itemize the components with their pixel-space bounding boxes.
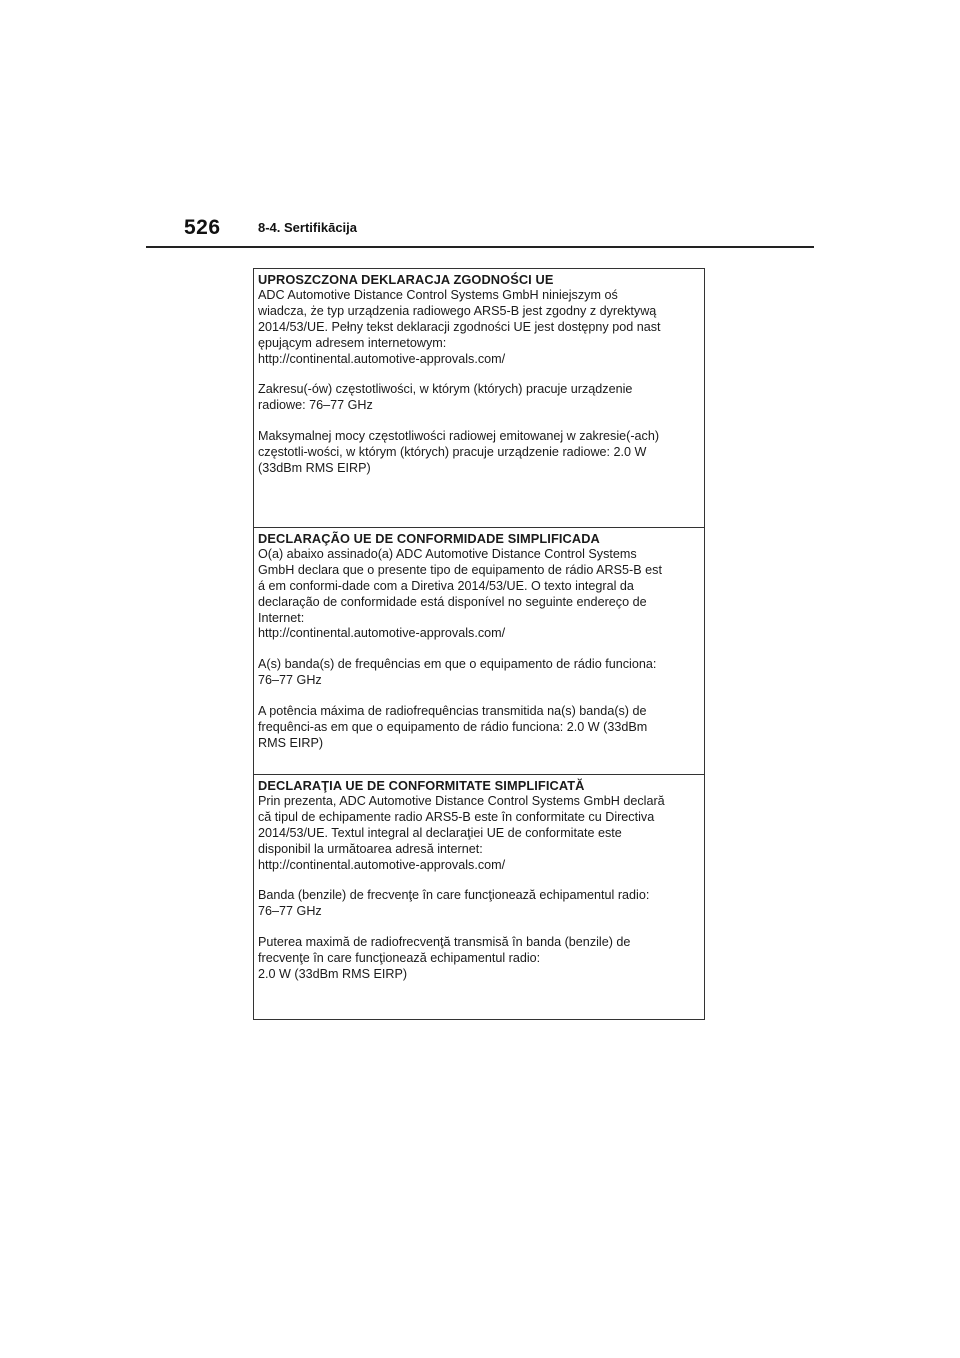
declaration-portuguese: [254, 527, 704, 774]
page-number: 526: [184, 216, 221, 239]
declaration-heading: UPROSZCZONA DEKLARACJA ZGODNOŚCI UE: [258, 272, 554, 287]
section-title: 8-4. Sertifikācija: [258, 220, 357, 235]
max-power-text: A potência máxima de radiofrequências transmitida na(s) banda(s) de frequênci-as em que o equipamento de rádio funciona: 2.0 W (33dBm RMS EIRP): [258, 704, 648, 750]
declaration-box: [253, 268, 705, 1020]
declaration-text: O(a) abaixo assinado(a) ADC Automotive Distance Control Systems GmbH declara que o presente tipo de equipamento de rádio ARS5-B est á em conformi-dade com a Diretiva 2014/53/UE. O texto integral da declaração de conformidade está disponível no seguinte endereço de Internet: http://continental.automotive-approvals.com/: [258, 546, 662, 641]
declaration-romanian: [254, 774, 704, 1019]
frequency-band-text: Banda (benzile) de frecvenţe în care funcţionează echipamentul radio: 76–77 GHz: [258, 888, 650, 919]
declaration-text: ADC Automotive Distance Control Systems GmbH niniejszym oś wiadcza, że typ urządzenia radiowego ARS5-B jest zgodny z dyrektywą 2014/53/UE. Pełny tekst deklaracji zgodności UE jest dostępny pod nast ępującym adresem internetowym: http://continental.automotive-approvals.com/: [258, 287, 661, 366]
declaration-text: Prin prezenta, ADC Automotive Distance Control Systems GmbH declară că tipul de echipamente radio ARS5-B este în conformitate cu Directiva 2014/53/UE. Textul integral al declaraţiei UE de conformitate este disponibil la următoarea adresă internet: http://continental.automotive-approvals.com/: [258, 793, 665, 872]
frequency-band-text: A(s) banda(s) de frequências em que o equipamento de rádio funciona: 76–77 GHz: [258, 657, 657, 688]
page-header: [146, 214, 814, 248]
declaration-heading: DECLARAÇÃO UE DE CONFORMIDADE SIMPLIFICADA: [258, 531, 600, 546]
frequency-band-text: Zakresu(-ów) częstotliwości, w którym (których) pracuje urządzenie radiowe: 76–77 GHz: [258, 382, 633, 413]
max-power-text: Puterea maximă de radiofrecvenţă transmisă în banda (benzile) de frecvenţe în care funcţionează echipamentul radio: 2.0 W (33dBm RMS EIRP): [258, 935, 631, 982]
max-power-text: Maksymalnej mocy częstotliwości radiowej emitowanej w zakresie(-ach) częstotli-wości, w którym (których) pracuje urządzenie radiowe: 2.0 W (33dBm RMS EIRP): [258, 429, 660, 476]
declaration-heading: DECLARAŢIA UE DE CONFORMITATE SIMPLIFICATĂ: [258, 778, 585, 793]
declaration-polish: [254, 269, 704, 527]
